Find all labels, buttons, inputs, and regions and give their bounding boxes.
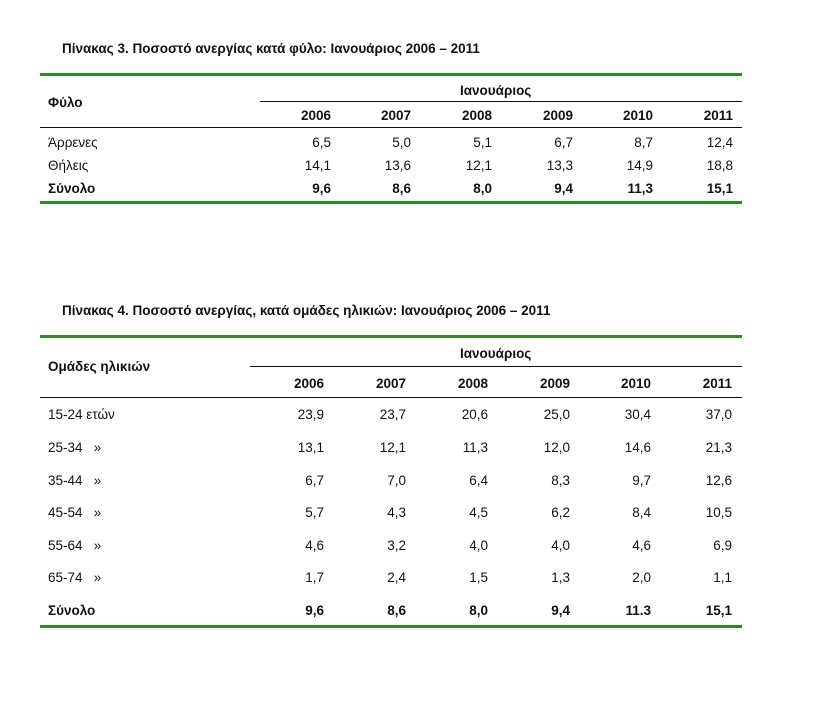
- table4-cell: 6,2: [551, 505, 570, 520]
- table4-cell: 1,7: [305, 570, 324, 585]
- table4-total-label: Σύνολο: [48, 603, 96, 618]
- table4-cell: 23,9: [297, 407, 324, 422]
- table4-row-label: 55-64 »: [48, 538, 102, 553]
- table4-caption: Πίνακας 4. Ποσοστό ανεργίας, κατά ομάδες ηλικιών: Ιανουάριος 2006 – 2011: [62, 303, 551, 318]
- table4-cell: 14,6: [624, 440, 651, 455]
- table3-caption: Πίνακας 3. Ποσοστό ανεργίας κατά φύλο: Ιανουάριος 2006 – 2011: [62, 41, 480, 56]
- table4-cell: 13,1: [297, 440, 324, 455]
- table3-cell: 14,1: [304, 158, 331, 173]
- table3-row-header: Φύλο: [48, 95, 83, 110]
- table3-total-cell: 9,4: [554, 181, 573, 196]
- table3-total-cell: 15,1: [706, 181, 733, 196]
- table4-cell: 1,5: [469, 570, 488, 585]
- table3-row-label: Θήλεις: [48, 158, 89, 173]
- table4-total-cell: 15,1: [705, 603, 732, 618]
- table4-bottom-rule: [40, 625, 742, 628]
- table3-cell: 5,1: [473, 135, 492, 150]
- table4-group-header: Ιανουάριος: [460, 346, 532, 361]
- table3-cell: 14,9: [626, 158, 653, 173]
- table4-cell: 4,0: [469, 538, 488, 553]
- table4-cell: 1,1: [713, 570, 732, 585]
- table4-cell: 25,0: [543, 407, 570, 422]
- table4-cell: 4,6: [305, 538, 324, 553]
- table4-year-header: 2011: [702, 376, 732, 391]
- table4-cell: 10,5: [705, 505, 732, 520]
- table4-year-header: 2009: [539, 376, 570, 391]
- table3-year-header: 2011: [703, 108, 733, 123]
- table4-row-label: 15-24 ετών: [48, 407, 115, 422]
- table4-cell: 37,0: [705, 407, 732, 422]
- table3-row-label: Άρρενες: [48, 135, 98, 150]
- table4-cell: 4,6: [632, 538, 651, 553]
- table3-total-label: Σύνολο: [48, 181, 96, 196]
- table4-row-label: 65-74 »: [48, 570, 102, 585]
- table4-cell: 12,1: [379, 440, 406, 455]
- table4-total-cell: 9,6: [305, 603, 324, 618]
- table4-cell: 6,9: [713, 538, 732, 553]
- table4-total-cell: 8,0: [469, 603, 488, 618]
- table4-cell: 11,3: [462, 440, 488, 455]
- table3-year-header: 2006: [300, 108, 331, 123]
- table4-group-underline: [250, 366, 742, 367]
- table3-year-header: 2007: [380, 108, 411, 123]
- table3: [40, 73, 742, 205]
- table3-cell: 8,7: [634, 135, 653, 150]
- table3-cell: 13,6: [384, 158, 411, 173]
- table4: [40, 335, 742, 631]
- table3-year-header: 2008: [461, 108, 492, 123]
- table4-year-header: 2007: [375, 376, 406, 391]
- table4-cell: 2,0: [632, 570, 651, 585]
- table3-cell: 12,1: [465, 158, 492, 173]
- table4-cell: 20,6: [461, 407, 488, 422]
- table4-row-header: Ομάδες ηλικιών: [48, 359, 151, 374]
- table3-total-cell: 8,0: [473, 181, 492, 196]
- table4-cell: 6,7: [305, 473, 324, 488]
- table4-cell: 12,6: [705, 473, 732, 488]
- table4-cell: 5,7: [305, 505, 324, 520]
- table3-year-header: 2010: [622, 108, 653, 123]
- table3-top-rule: [40, 73, 742, 76]
- table4-cell: 8,4: [632, 505, 651, 520]
- table3-cell: 5,0: [392, 135, 411, 150]
- table4-cell: 12,0: [543, 440, 570, 455]
- table3-group-underline: [260, 101, 742, 102]
- table4-cell: 21,3: [705, 440, 732, 455]
- table4-cell: 1,3: [551, 570, 570, 585]
- table3-header-rule: [40, 127, 742, 128]
- table4-header-rule: [40, 397, 742, 398]
- table4-row-label: 25-34 »: [48, 440, 102, 455]
- table4-total-cell: 8,6: [387, 603, 406, 618]
- table3-total-cell: 8,6: [392, 181, 411, 196]
- table4-row-label: 45-54 »: [48, 505, 102, 520]
- table3-year-header: 2009: [542, 108, 573, 123]
- table4-cell: 4,5: [469, 505, 488, 520]
- table4-cell: 6,4: [469, 473, 488, 488]
- table3-total-cell: 9,6: [312, 181, 331, 196]
- table4-cell: 4,0: [551, 538, 570, 553]
- table3-cell: 6,5: [312, 135, 331, 150]
- table4-row-label: 35-44 »: [48, 473, 102, 488]
- table4-year-header: 2008: [457, 376, 488, 391]
- table4-cell: 23,7: [379, 407, 406, 422]
- table4-top-rule: [40, 335, 742, 338]
- table4-total-cell: 11.3: [625, 603, 651, 618]
- table4-year-header: 2010: [620, 376, 651, 391]
- table3-cell: 12,4: [706, 135, 733, 150]
- table4-total-cell: 9,4: [551, 603, 570, 618]
- table3-cell: 6,7: [554, 135, 573, 150]
- table3-total-cell: 11,3: [627, 181, 653, 196]
- table3-cell: 18,8: [706, 158, 733, 173]
- table4-cell: 3,2: [387, 538, 406, 553]
- table4-cell: 7,0: [387, 473, 406, 488]
- table3-cell: 13,3: [546, 158, 573, 173]
- table4-cell: 4,3: [387, 505, 406, 520]
- table3-bottom-rule: [40, 201, 742, 204]
- table4-cell: 30,4: [624, 407, 651, 422]
- table4-year-header: 2006: [293, 376, 324, 391]
- table4-cell: 9,7: [632, 473, 651, 488]
- table4-cell: 8,3: [551, 473, 570, 488]
- table3-group-header: Ιανουάριος: [460, 83, 532, 98]
- table4-cell: 2,4: [387, 570, 406, 585]
